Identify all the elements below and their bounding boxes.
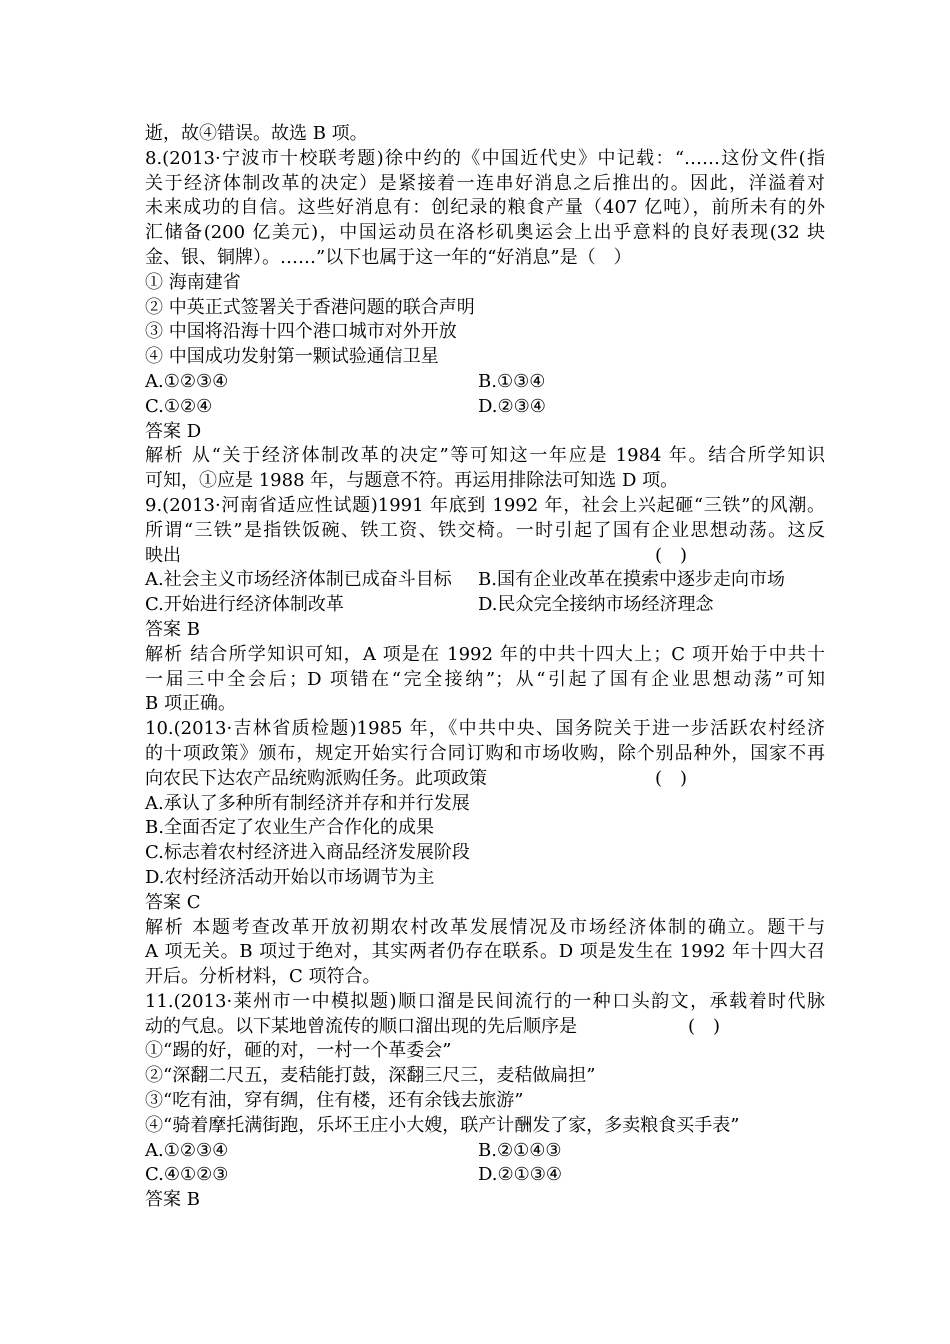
choice-row xyxy=(145,593,825,618)
text-line: 关于经济体制改革的决定）是紧接着一连串好消息之后推出的。因此，洋溢着对 xyxy=(145,172,825,194)
choice-a: A.社会主义市场经济体制已成奋斗目标 xyxy=(145,569,452,591)
text-line: 可知，①应是 1988 年，与题意不符。再运用排除法可知选 D 项。 xyxy=(145,470,679,492)
choice-row xyxy=(145,568,825,593)
text-line: B 项正确。 xyxy=(145,693,236,715)
document-page xyxy=(145,122,825,1213)
question-9-stem: 9.(2013·河南省适应性试题)1991 年底到 1992 年，社会上兴起砸“三铁”的风潮。 xyxy=(145,494,825,516)
text-line: 逝，故④错误。故选 B 项。 xyxy=(145,123,368,144)
choice-b: B.国有企业改革在摸索中逐步走向市场 xyxy=(478,569,785,591)
option-item: B.全面否定了农业生产合作化的成果 xyxy=(145,817,434,839)
choice-a: A.①②③④ xyxy=(145,370,229,392)
text-line: 汇储备(200 亿美元)，中国运动员在洛杉矶奥运会上出乎意料的良好表现(32 块 xyxy=(145,222,825,244)
option-item: ③ 中国将沿海十四个港口城市对外开放 xyxy=(145,321,457,343)
answer-line: 答案 C xyxy=(145,891,201,913)
stem-end: 向农民下达农产品统购派购任务。此项政策 xyxy=(145,767,487,789)
stem-end: 动的气息。以下某地曾流传的顺口溜出现的先后顺序是 xyxy=(145,1015,577,1037)
choice-row xyxy=(145,1139,825,1164)
text-line: A 项无关。B 项过于绝对，其实两者仍存在联系。D 项是发生在 1992 年十四大召 xyxy=(145,941,825,963)
option-item: ①“踢的好，砸的对，一村一个革委会” xyxy=(145,1040,452,1062)
answer-blank: ( ) xyxy=(688,1015,721,1037)
stem-end: 映出 xyxy=(145,544,181,566)
choice-row xyxy=(145,1163,825,1188)
answer-line: 答案 B xyxy=(145,618,200,640)
choice-b: B.①③④ xyxy=(478,370,546,392)
choice-d: D.民众完全接纳市场经济理念 xyxy=(478,594,714,616)
text-line: 所谓“三铁”是指铁饭碗、铁工资、铁交椅。一时引起了国有企业思想动荡。这反 xyxy=(145,519,825,541)
option-item: C.标志着农村经济进入商品经济发展阶段 xyxy=(145,842,470,864)
question-8-stem: 8.(2013·宁波市十校联考题)徐中约的《中国近代史》中记载：“……这份文件(指 xyxy=(145,147,825,169)
analysis-line: 解析 从“关于经济体制改革的决定”等可知这一年应是 1984 年。结合所学知识 xyxy=(145,445,825,467)
option-item: ②“深翻二尺五，麦秸能打鼓，深翻三尺三，麦秸做扁担” xyxy=(145,1065,596,1087)
question-11-stem: 11.(2013·莱州市一中模拟题)顺口溜是民间流行的一种口头韵文，承载着时代脉 xyxy=(145,990,825,1012)
text-line: 的十项政策》颁布，规定开始实行合同订购和市场收购，除个别品种外，国家不再 xyxy=(145,742,825,764)
text-line xyxy=(145,544,825,569)
option-item: ④“骑着摩托满街跑，乐坏王庄小大嫂，联产计酬发了家，多卖粮食买手表” xyxy=(145,1114,740,1136)
answer-line: 答案 B xyxy=(145,1189,200,1211)
choice-b: B.②①④③ xyxy=(478,1139,562,1161)
analysis-line: 解析 结合所学知识可知，A 项是在 1992 年的中共十四大上；C 项开始于中共十 xyxy=(145,643,825,665)
question-10-stem: 10.(2013·吉林省质检题)1985 年，《中共中央、国务院关于进一步活跃农村经济 xyxy=(145,718,825,740)
text-line xyxy=(145,767,825,792)
choice-a: A.①②③④ xyxy=(145,1139,229,1161)
choice-c: C.①②④ xyxy=(145,395,213,417)
choice-d: D.②①③④ xyxy=(478,1164,563,1186)
option-item: A.承认了多种所有制经济并存和并行发展 xyxy=(145,792,470,814)
answer-line: 答案 D xyxy=(145,420,202,442)
answer-blank: ( ) xyxy=(655,767,688,789)
text-line: 开后。分析材料，C 项符合。 xyxy=(145,966,381,988)
text-line xyxy=(145,1015,825,1040)
option-item: ③“吃有油，穿有绸，住有楼，还有余钱去旅游” xyxy=(145,1090,524,1112)
choice-c: C.④①②③ xyxy=(145,1164,229,1186)
analysis-line: 解析 本题考查改革开放初期农村改革发展情况及市场经济体制的确立。题干与 xyxy=(145,916,825,938)
choice-row xyxy=(145,395,825,420)
text-line: 金、银、铜牌）。……”以下也属于这一年的“好消息”是（ ） xyxy=(145,246,632,268)
text-line: 一届三中全会后；D 项错在“完全接纳”；从“引起了国有企业思想动荡”可知 xyxy=(145,668,825,690)
option-item: ① 海南建省 xyxy=(145,271,241,293)
text-line: 未来成功的自信。这些好消息有：创纪录的粮食产量（407 亿吨），前所未有的外 xyxy=(145,197,825,219)
option-item: D.农村经济活动开始以市场调节为主 xyxy=(145,866,435,888)
choice-c: C.开始进行经济体制改革 xyxy=(145,594,344,616)
choice-row xyxy=(145,370,825,395)
choice-d: D.②③④ xyxy=(478,395,546,417)
option-item: ② 中英正式签署关于香港问题的联合声明 xyxy=(145,296,475,318)
option-item: ④ 中国成功发射第一颗试验通信卫星 xyxy=(145,346,439,368)
answer-blank: ( ) xyxy=(655,544,688,566)
